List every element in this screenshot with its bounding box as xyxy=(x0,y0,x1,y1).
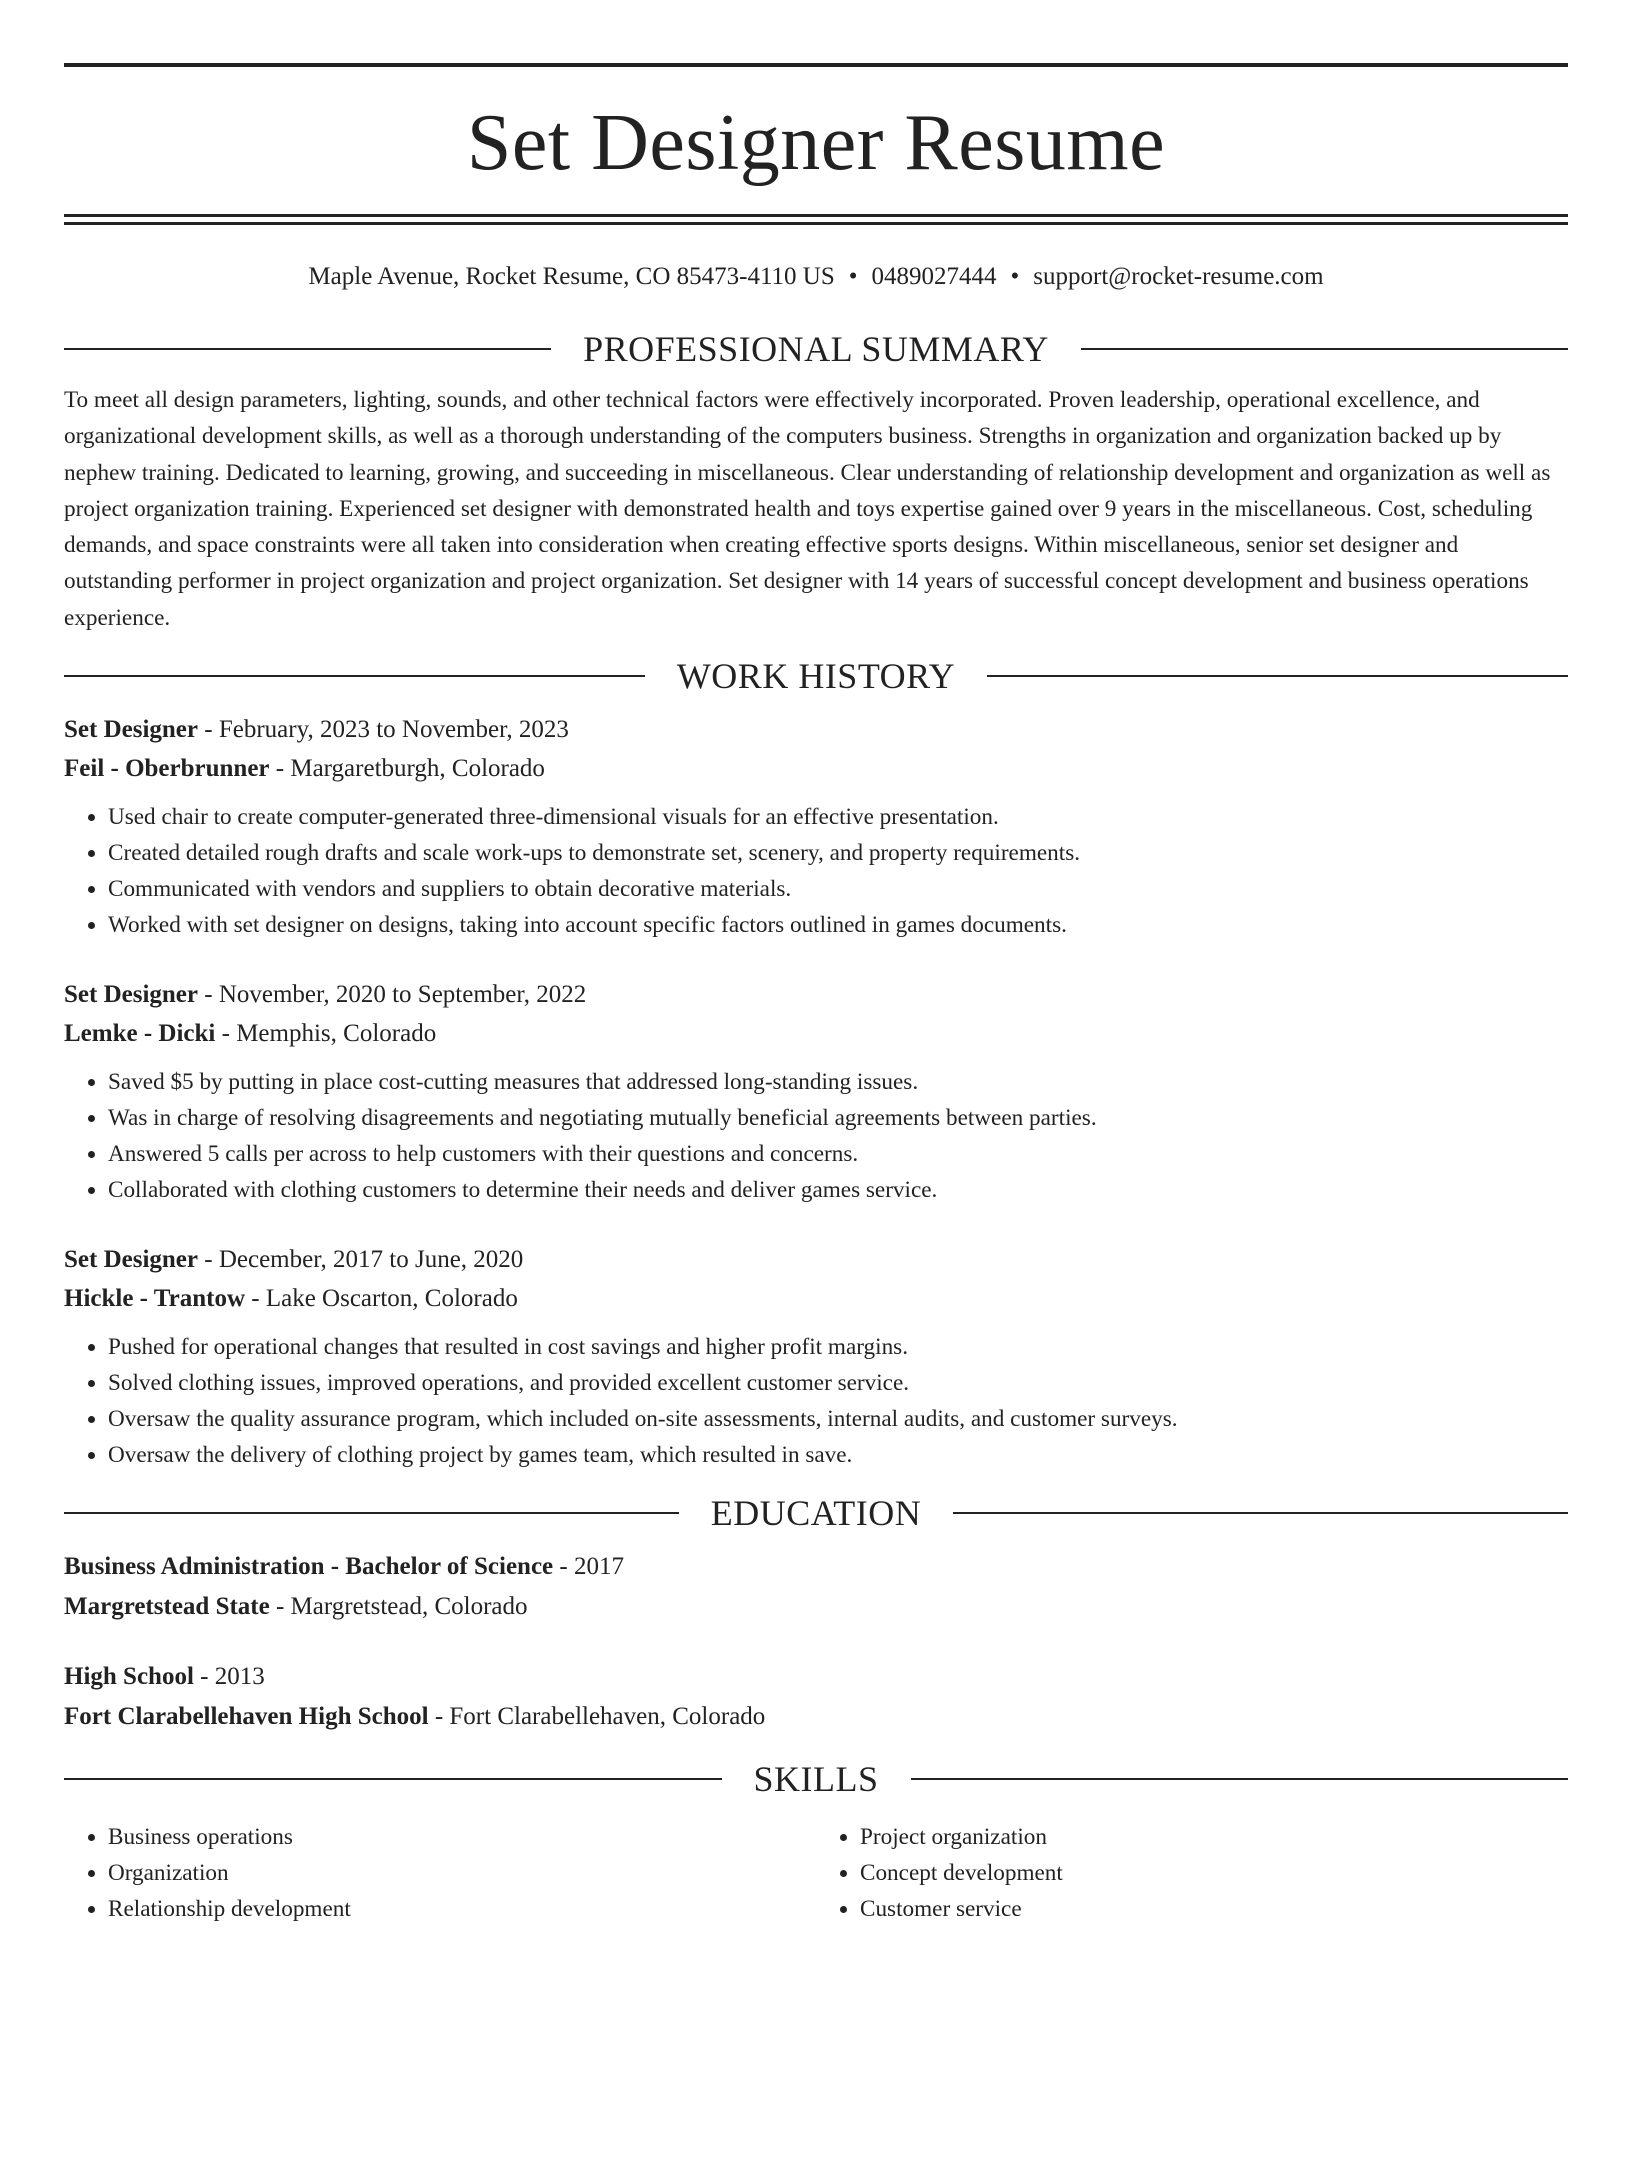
job-location: - Lake Oscarton, Colorado xyxy=(245,1285,518,1313)
list-item: • Concept development xyxy=(860,1855,1568,1891)
education-degree: Business Administration - Bachelor of Science xyxy=(64,1553,554,1581)
education-year: - 2013 xyxy=(193,1663,265,1691)
title-double-rule xyxy=(64,214,1568,225)
top-rule xyxy=(64,63,1568,67)
list-item: • Project organization xyxy=(860,1819,1568,1855)
education-degree-line xyxy=(64,1547,1568,1587)
list-item: • Pushed for operational changes that resulted in cost savings and higher profit margins. xyxy=(108,1329,1568,1365)
education-entry xyxy=(64,1657,1568,1737)
job-company-line xyxy=(64,1014,1568,1053)
section-title: PROFESSIONAL SUMMARY xyxy=(583,329,1049,369)
job-title: Set Designer xyxy=(64,1246,198,1274)
list-item: • Collaborated with clothing customers to determine their needs and deliver games service. xyxy=(108,1172,1568,1208)
job-title-line xyxy=(64,975,1568,1014)
list-item: • Was in charge of resolving disagreements and negotiating mutually beneficial agreements between parties. xyxy=(108,1100,1568,1136)
job-dates: - November, 2020 to September, 2022 xyxy=(198,981,587,1009)
education-location: - Fort Clarabellehaven, Colorado xyxy=(428,1703,766,1731)
section-rule xyxy=(64,675,645,677)
list-item: • Communicated with vendors and suppliers to obtain decorative materials. xyxy=(108,871,1568,907)
list-item: • Answered 5 calls per across to help customers with their questions and concerns. xyxy=(108,1136,1568,1172)
section-header-skills xyxy=(64,1757,1568,1801)
section-title: EDUCATION xyxy=(710,1493,922,1534)
list-item: • Business operations xyxy=(108,1819,816,1855)
contact-separator: • xyxy=(848,263,858,290)
skills-columns xyxy=(64,1819,1568,1927)
section-header-work xyxy=(64,654,1568,698)
resume-title: Set Designer Resume xyxy=(466,99,1166,187)
section-title: SKILLS xyxy=(753,1759,879,1800)
contact-line xyxy=(64,261,1568,293)
job-dates: - February, 2023 to November, 2023 xyxy=(198,716,569,744)
education-school-line xyxy=(64,1587,1568,1627)
education-degree-line xyxy=(64,1657,1568,1697)
section-header-summary xyxy=(64,327,1568,371)
list-item: • Worked with set designer on designs, taking into account specific factors outlined in games documents. xyxy=(108,907,1568,943)
education-school: Margretstead State xyxy=(64,1593,270,1621)
contact-phone: 0489027444 xyxy=(871,263,997,290)
job-title: Set Designer xyxy=(64,981,198,1009)
education-degree: High School xyxy=(64,1663,194,1691)
job-dates: - December, 2017 to June, 2020 xyxy=(198,1246,524,1274)
job-entry xyxy=(64,1240,1568,1473)
job-bullets xyxy=(64,1329,1568,1473)
section-rule xyxy=(953,1512,1568,1514)
education-school-line xyxy=(64,1697,1568,1737)
section-rule xyxy=(987,675,1568,677)
education-school: Fort Clarabellehaven High School xyxy=(64,1703,429,1731)
list-item: • Oversaw the delivery of clothing project by games team, which resulted in save. xyxy=(108,1437,1568,1473)
job-title-line xyxy=(64,710,1568,749)
section-rule xyxy=(64,348,551,350)
job-company-line xyxy=(64,749,1568,788)
list-item: • Oversaw the quality assurance program, which included on-site assessments, internal audits, and customer surveys. xyxy=(108,1401,1568,1437)
section-rule xyxy=(1081,348,1568,350)
job-entry xyxy=(64,975,1568,1208)
section-rule xyxy=(911,1778,1569,1780)
section-rule xyxy=(64,1512,679,1514)
skills-list-left xyxy=(64,1819,816,1927)
education-location: - Margretstead, Colorado xyxy=(269,1593,528,1621)
contact-address: Maple Avenue, Rocket Resume, CO 85473-4110 US xyxy=(308,263,835,290)
list-item: • Customer service xyxy=(860,1891,1568,1927)
education-year: - 2017 xyxy=(553,1553,624,1581)
list-item: • Saved $5 by putting in place cost-cutting measures that addressed long-standing issues. xyxy=(108,1064,1568,1100)
list-item: • Relationship development xyxy=(108,1891,816,1927)
job-entry xyxy=(64,710,1568,943)
section-header-education xyxy=(64,1491,1568,1535)
job-bullets xyxy=(64,799,1568,943)
list-item: • Used chair to create computer-generated three-dimensional visuals for an effective presentation. xyxy=(108,799,1568,835)
section-rule xyxy=(64,1778,722,1780)
list-item: • Organization xyxy=(108,1855,816,1891)
job-company: Feil - Oberbrunner xyxy=(64,755,270,783)
skills-list-right xyxy=(816,1819,1568,1927)
job-company: Hickle - Trantow xyxy=(64,1285,246,1313)
job-company-line xyxy=(64,1279,1568,1318)
job-company: Lemke - Dicki xyxy=(64,1020,216,1048)
job-location: - Margaretburgh, Colorado xyxy=(269,755,545,783)
job-title-line xyxy=(64,1240,1568,1279)
contact-email: support@rocket-resume.com xyxy=(1033,263,1324,290)
list-item: • Solved clothing issues, improved operations, and provided excellent customer service. xyxy=(108,1365,1568,1401)
education-entry xyxy=(64,1547,1568,1627)
summary-text: To meet all design parameters, lighting, sounds, and other technical factors were effectively incorporated. Proven leadership, operational excellence, and organizational development skills, as well as a thorough understanding of the computers business. Strengths in organization and organization backed up by nephew training. Dedicated to learning, growing, and succeeding in miscellaneous. Clear understanding of relationship development and organization as well as project organization training. Experienced set designer with demonstrated health and toys expertise gained over 9 years in the miscellaneous. Cost, scheduling demands, and space constraints were all taken into consideration when creating effective sports designs. Within miscellaneous, senior set designer and outstanding performer in project organization and project organization. Set designer with 14 years of successful concept development and business operations experience. xyxy=(64,387,1551,631)
resume-page xyxy=(0,63,1632,2175)
contact-separator: • xyxy=(1010,263,1020,290)
job-bullets xyxy=(64,1064,1568,1208)
section-title: WORK HISTORY xyxy=(676,656,956,697)
job-location: - Memphis, Colorado xyxy=(215,1020,437,1048)
job-title: Set Designer xyxy=(64,716,198,744)
list-item: • Created detailed rough drafts and scale work-ups to demonstrate set, scenery, and property requirements. xyxy=(108,835,1568,871)
